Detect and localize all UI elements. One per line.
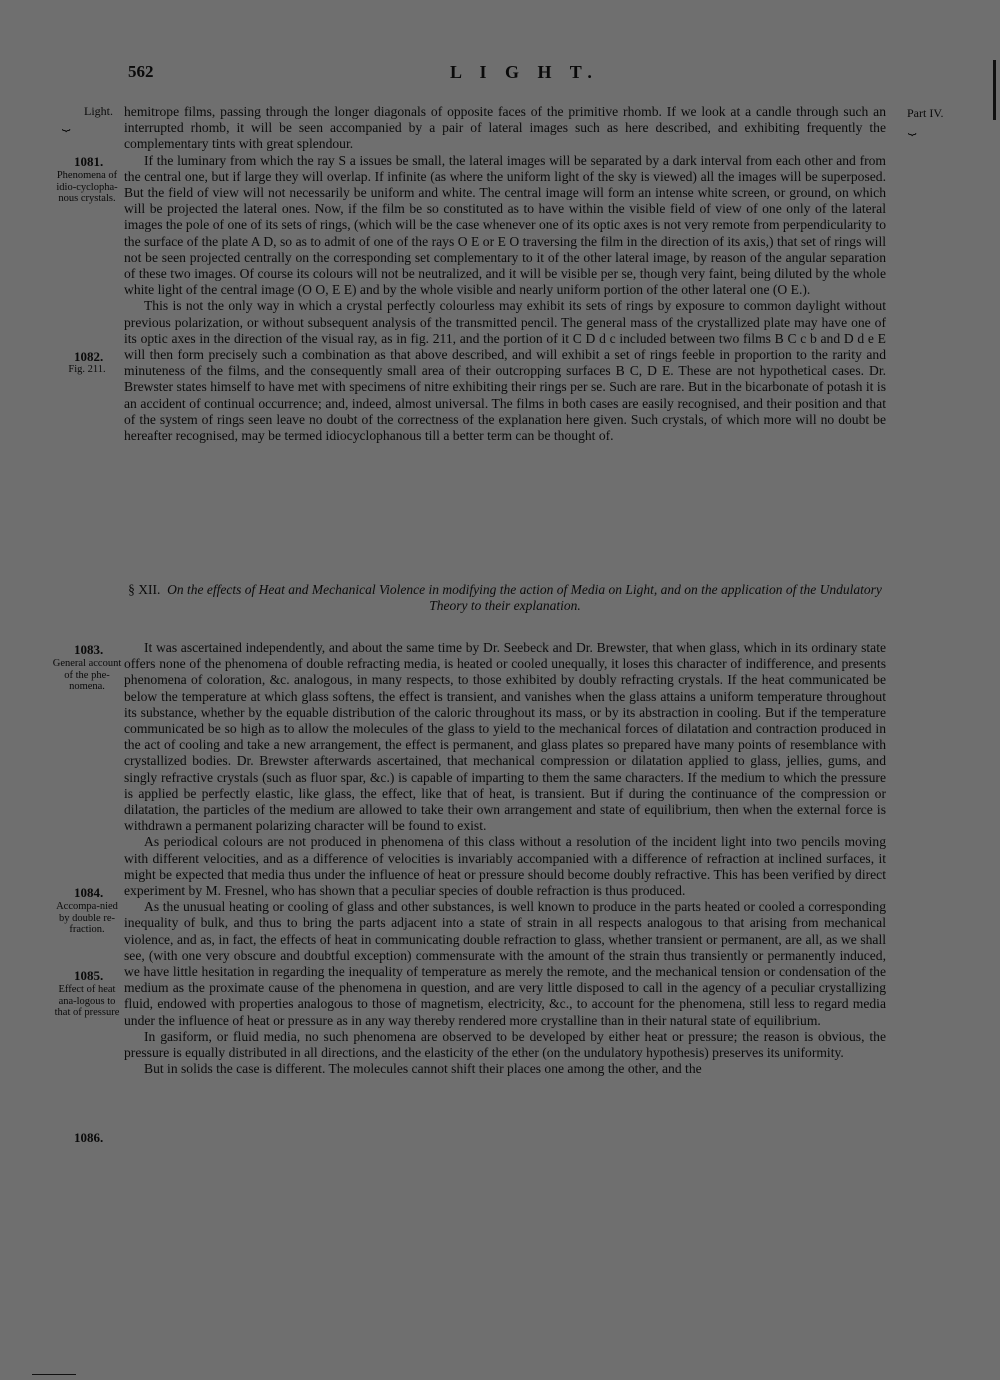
running-title: L I G H T. [450,62,599,82]
paragraph-number-1086: 1086. [74,1130,104,1145]
paragraph-1085: As the unusual heating or cooling of glass and other substances, is well known to produce in the parts heated or cooled a corresponding inequality of bulk, and thus to bring the parts adjacent into a state of strain in all respects analogous to that arising from mechanical violence, and as, in fact, the effects of heat in communicating double refraction to glass, whether transient or permanent, are all, as we shall see, (with one very obscure and doubtful exception) commensurate with the amount of the strain thus transiently or permanently induced, we have little hesitation in regarding the inequality of temperature as merely the remote, and the mechanical tension or condensation of the medium as the proximate cause of the phenomena in question, and are very little disposed to call in the agency of a peculiar crystallizing fluid, endowed with properties analogous to those of magnetism, electricity, &c., to account for the phenomena, still less to regard media under the influence of heat or pressure as in any way thereby rendered more crystalline than in their natural state of equilibrium. [124,899,886,1028]
left-brace-icon: ⏟ [62,117,71,132]
margin-note-heat-pressure: Effect of heat ana-logous to that of pressure [54,984,120,1018]
paragraph-continued: hemitrope films, passing through the longer diagonals of opposite faces of the primitive rhomb. If we look at a candle through such an interrupted rhomb, it will be seen accompanied by a pair of lateral images such as here described, and exhibiting frequently the complementary tints with great splendour. [124,104,886,152]
right-brace-icon: ⏟ [908,121,917,136]
page-number: 562 [128,62,154,81]
footer-rule [32,1374,76,1375]
paragraph-number-1083: 1083. [74,642,104,657]
margin-note-double-refraction: Accompa-nied by double re-fraction. [56,901,118,935]
margin-note-fig-211: Fig. 211. [68,364,106,375]
paragraph-1082: This is not the only way in which a crystal perfectly colourless may exhibit its sets of rings by exposure to common daylight without previous polarization, or without subsequent analysis of the transmitted pencil. The general mass of the crystallized plate may have one of its optic axes in the direction of the visual ray, as in fig. 211, and the portion of it C D d c included between two films B C c b and D d e E will then form precisely such a combination as that above described, and will exhibit a set of rings feeble in proportion to the rarity and minuteness of the films, and the consequently small area of their outcropping surfaces B C, D E. These are not hypothetical cases. Dr. Brewster states himself to have met with specimens of nitre exhibiting their rings per se. Such are rare. But in the bicarbonate of potash it is an accident of continual occurrence; and, indeed, almost universal. The films in both cases are easily recognised, and their position and that of the system of rings seen leave no doubt of the correctness of the explanation here given. Such crystals, of which more will no doubt be hereafter recognised, may be termed idiocyclophanous till a better term can be thought of. [124,298,886,444]
section-heading-text: On the effects of Heat and Mechanical Violence in modifying the action of Media on Light, and on the application of the Undulatory Theory to their explanation. [167,582,882,613]
margin-note-idiocyclophanous: Phenomena of idio-cyclopha-nous crystals. [56,170,118,204]
paragraph-number-1085: 1085. [74,968,104,983]
edge-mark [993,60,996,120]
section-one-text [124,104,886,444]
left-margin-tag: Light. [84,104,113,118]
paragraph-1081: If the luminary from which the ray S a issues be small, the lateral images will be separated by a dark interval from each other and from the central one, but if large they will overlap. If infinite (as where the uniform light of the sky is viewed) all the images will be superposed. But the field of view will not necessarily be uniform and white. The central image will form an intense white screen, or ground, on which will be projected the lateral ones. Now, if the film be so constituted as to have within the visible field of view of one only of the lateral images the pole of one of its sets of rings, (which will be the case whenever one of its optic axes is not very remote from perpendicularity to the surface of the plate A D, so as to admit of one of the rays O E or E O traversing the film in the direction of its axis,) that set of rings will not be seen projected centrally on the corresponding set complementary to it of the other lateral image, by reason of the angular separation of these two images. Of course its colours will not be neutralized, and it will be visible per se, though very faint, being diluted by the whole white light of the central image (O O, E E) and by the whole visible and nearly uniform portion of the other lateral one (O E.). [124,152,886,298]
paragraph-continuation: But in solids the case is different. The molecules cannot shift their places one among the other, and the [144,1061,702,1077]
paragraph-1083: It was ascertained independently, and about the same time by Dr. Seebeck and Dr. Brewster, that when glass, which in its ordinary state offers none of the phenomena of double refracting media, is heated or cooled unequally, it loses this character of indifference, and presents phenomena of coloration, &c. analogous, in many respects, to those exhibited by doubly refracting crystals. If the heat communicated be below the temperature at which glass softens, the effect is transient, and vanishes when the glass attains a uniform temperature throughout its substance, whether by the equable distribution of the caloric throughout its mass, or by its abstraction in cooling. But if the temperature communicated be so high as to allow the molecules of the glass to yield to the mechanical forces of dilatation and contraction produced in the act of cooling and take a new arrangement, the effect is permanent, and glass plates so prepared have many points of resemblance with crystallized bodies. Dr. Brewster afterwards ascertained, that mechanical compression or dilatation applied to glass, jellies, gums, and singly refractive crystals (such as fluor spar, &c.) is capable of imparting to them the same characters. If the medium to which the pressure is applied be perfectly elastic, like glass, the effect, like that of heat, is transient. But if during the continuance of the compression or dilatation, the particles of the medium are allowed to take their own arrangement and state of equilibrium, then when the external force is withdrawn a permanent polarizing character will be found to exist. [124,640,886,834]
paragraph-number-1081: 1081. [74,154,104,169]
section-two-text [124,640,886,1077]
margin-note-general-account: General account of the phe-nomena. [52,658,122,692]
paragraph-number-1084: 1084. [74,885,104,900]
section-number: § XII. [128,582,161,597]
paragraph-1086: In gasiform, or fluid media, no such phenomena are observed to be developed by either heat or pressure; the reason is obvious, the pressure is equally distributed in all directions, and the elasticity of the ether (on the undulatory hypothesis) preserves its uniformity. [124,1028,886,1061]
right-margin-tag: Part IV. [907,106,944,120]
section-heading [124,582,886,614]
paragraph-number-1082: 1082. [74,349,104,364]
paragraph-1084: As periodical colours are not produced in phenomena of this class without a resolution of the incident light into two pencils moving with different velocities, and as a difference of velocities is invariably accompanied with a difference of refraction at inclined surfaces, it might be expected that media thus under the influence of heat or pressure should become doubly refractive. This has been verified by direct experiment by M. Fresnel, who has shown that a peculiar species of double refraction is thus produced. [124,834,886,899]
